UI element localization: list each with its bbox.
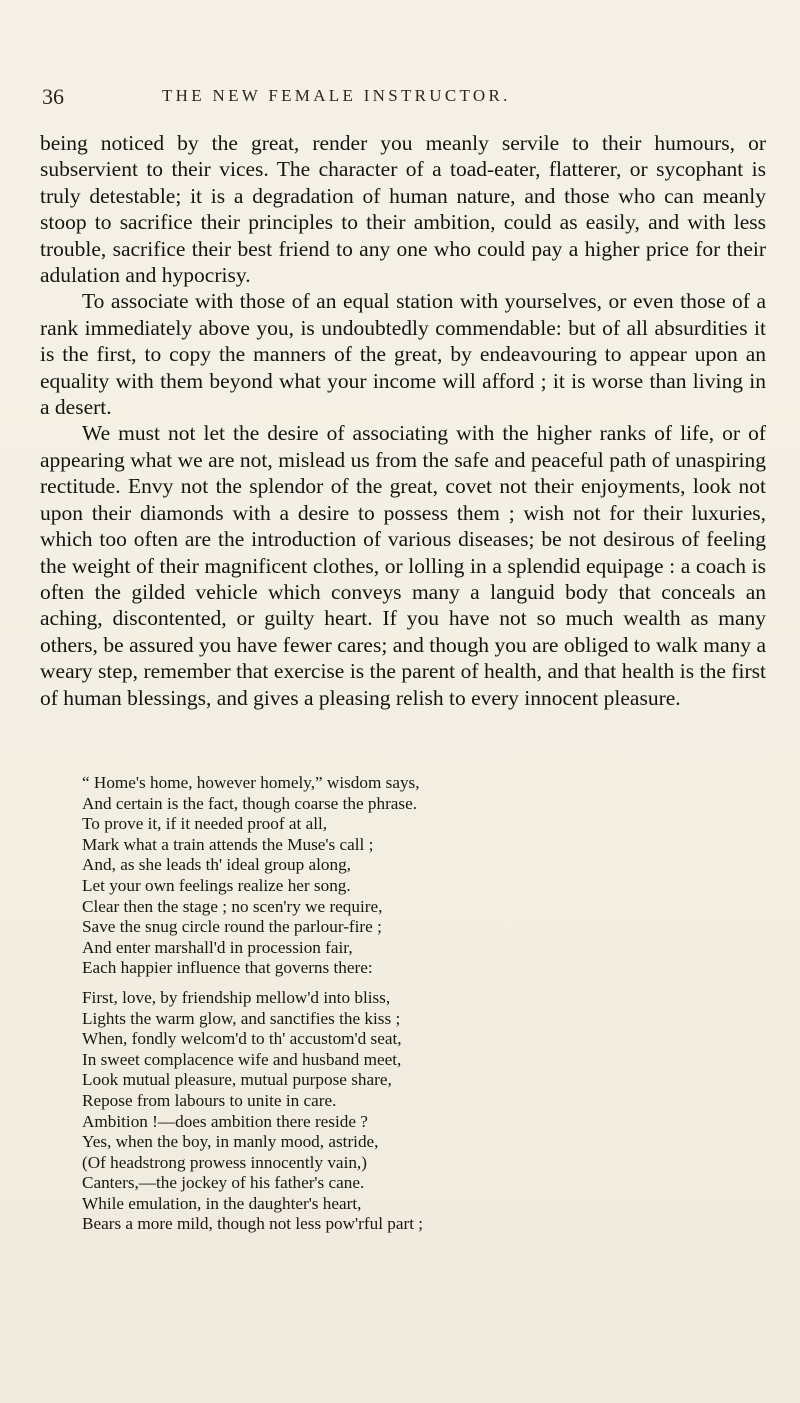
poem-line: And certain is the fact, though coarse the phrase. xyxy=(82,793,418,813)
poem-line: “ Home's home, however homely,” wisdom says, xyxy=(82,773,420,792)
paragraph: We must not let the desire of associating with the higher ranks of life, or of appearing what we are not, mislead us from the safe and peaceful path of unaspiring rectitude. Envy not the splendor of the great, covet not their enjoyments, look not upon their diamonds with a desire to possess them ; wish not for their luxuries, which too often are the introduction of various diseases; be not desirous of feeling the weight of their magnificent clothes, or lolling in a splendid equipage : a coach is often the gilded vehicle which conveys many a languid body that conceals an aching, discontented, or guilty heart. If you have not so much wealth as many others, be assured you have fewer cares; and though you are obliged to walk many a weary step, remember that exercise is the parent of health, and that health is the first of human blessings, and gives a pleasing relish to every innocent pleasure. xyxy=(40,421,766,710)
poem-line: Look mutual pleasure, mutual purpose share, xyxy=(82,1070,392,1090)
poem-line: First, love, by friendship mellow'd into bliss, xyxy=(82,987,391,1007)
poem-stanza xyxy=(82,988,702,1235)
poem-line: And enter marshall'd in procession fair, xyxy=(82,937,353,957)
paragraph: being noticed by the great, render you meanly servile to their humours, or subservient to their vices. The character of a toad-eater, flatterer, or sycophant is truly detestable; it is a degradation of human nature, and those who can meanly stoop to sacrifice their principles to their ambition, could as easily, and with less trouble, sacrifice their best friend to any one who could pay a higher price for their adulation and hypocrisy. xyxy=(40,131,766,288)
poem-line: Save the snug circle round the parlour-fire ; xyxy=(82,917,382,937)
poem-line: To prove it, if it needed proof at all, xyxy=(82,814,328,834)
page-number: 36 xyxy=(42,84,64,109)
poem-line: Yes, when the boy, in manly mood, astride, xyxy=(82,1132,379,1152)
poem-line: Canters,—the jockey of his father's cane. xyxy=(82,1173,365,1193)
poem-line: Repose from labours to unite in care. xyxy=(82,1090,337,1110)
running-head: THE NEW FEMALE INSTRUCTOR. xyxy=(162,86,511,105)
body-text xyxy=(40,130,766,711)
poem-line: Let your own feelings realize her song. xyxy=(82,875,351,895)
poem xyxy=(82,773,702,1235)
poem-line: While emulation, in the daughter's heart, xyxy=(82,1193,362,1213)
poem-line: (Of headstrong prowess innocently vain,) xyxy=(82,1152,367,1172)
poem-line: Ambition !—does ambition there reside ? xyxy=(82,1111,368,1131)
poem-line: Bears a more mild, though not less pow'rful part ; xyxy=(82,1214,424,1234)
poem-line: Each happier influence that governs there: xyxy=(82,958,373,978)
poem-line: Mark what a train attends the Muse's call ; xyxy=(82,834,374,854)
paragraph: To associate with those of an equal station with yourselves, or even those of a rank immediately above you, is undoubtedly commendable: but of all absurdities it is the first, to copy the manners of the great, by endeavouring to appear upon an equality with them beyond what your income will afford ; it is worse than living in a desert. xyxy=(40,289,766,420)
page-header xyxy=(42,84,762,110)
poem-line: Clear then the stage ; no scen'ry we require, xyxy=(82,896,383,916)
poem-line: When, fondly welcom'd to th' accustom'd seat, xyxy=(82,1029,402,1049)
poem-line: And, as she leads th' ideal group along, xyxy=(82,855,351,875)
poem-line: Lights the warm glow, and sanctifies the kiss ; xyxy=(82,1008,401,1028)
poem-line: In sweet complacence wife and husband meet, xyxy=(82,1049,402,1069)
poem-stanza xyxy=(82,773,702,979)
